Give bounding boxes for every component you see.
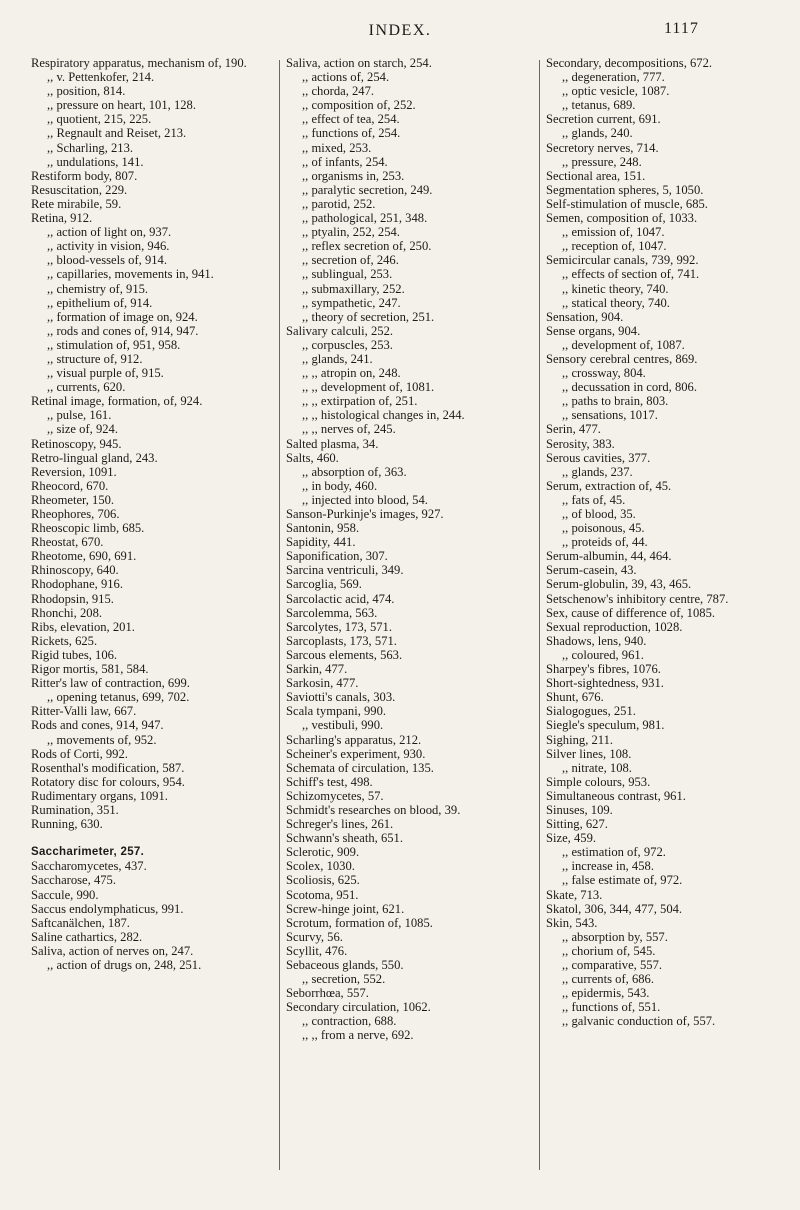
index-subentry: ,, ,, histological changes in, 244. — [302, 408, 465, 423]
index-entry: Sanson-Purkinje's images, 927. — [286, 507, 444, 521]
index-subentry: ,, composition of, 252. — [302, 98, 416, 113]
index-subentry: ,, in body, 460. — [302, 478, 378, 493]
index-entry: Rete mirabile, 59. — [31, 196, 122, 211]
index-subentry: ,, position, 814. — [47, 84, 126, 99]
index-subentry: ,, stimulation of, 951, 958. — [47, 337, 181, 352]
index-entry: Simultaneous contrast, 961. — [546, 788, 686, 803]
index-subentry: ,, of infants, 254. — [302, 154, 388, 169]
index-entry: Sarcolemma, 563. — [286, 605, 378, 620]
index-entry: Sarkosin, 477. — [286, 676, 359, 691]
index-subentry: ,, increase in, 458. — [562, 859, 654, 874]
index-entry: Saccharimeter, 257. — [31, 846, 145, 859]
index-subentry: ,, ptyalin, 252, 254. — [302, 225, 400, 240]
index-entry: Semen, composition of, 1033. — [546, 211, 698, 226]
index-entry: Schizomycetes, 57. — [286, 788, 384, 803]
index-entry: Ribs, elevation, 201. — [31, 619, 135, 634]
page-title: INDEX. — [368, 22, 432, 39]
index-entry: Reversion, 1091. — [31, 464, 117, 479]
index-entry: Simple colours, 953. — [546, 774, 651, 789]
index-entry: Sarkin, 477. — [286, 662, 348, 677]
index-entry: Schmidt's researches on blood, 39. — [286, 802, 461, 817]
index-entry: Respiratory apparatus, mechanism of, 190. — [31, 56, 247, 70]
index-subentry: ,, chemistry of, 915. — [47, 281, 149, 296]
index-entry: Seborrhœa, 557. — [286, 986, 369, 1001]
index-entry: Schemata of circulation, 135. — [286, 760, 434, 775]
index-subentry: ,, glands, 237. — [562, 464, 633, 479]
index-entry: Scotoma, 951. — [286, 887, 359, 902]
index-subentry: ,, nitrate, 108. — [562, 760, 632, 775]
index-entry: Rhodophane, 916. — [31, 577, 123, 592]
index-subentry: ,, chorda, 247. — [302, 84, 375, 99]
index-entry: Ritter-Valli law, 667. — [31, 704, 137, 719]
index-entry: Saftcanälchen, 187. — [31, 915, 130, 930]
index-subentry: ,, ,, development of, 1081. — [302, 380, 435, 395]
index-entry: Secondary, decompositions, 672. — [546, 56, 713, 70]
index-subentry: ,, injected into blood, 54. — [302, 492, 428, 507]
index-subentry: ,, action of light on, 937. — [47, 225, 172, 240]
index-subentry: ,, size of, 924. — [47, 422, 118, 437]
index-subentry: ,, paralytic secretion, 249. — [302, 182, 433, 197]
index-subentry: ,, decussation in cord, 806. — [562, 380, 698, 395]
index-entry: Skatol, 306, 344, 477, 504. — [546, 901, 683, 916]
index-entry: Sarcoglia, 569. — [286, 577, 362, 592]
index-entry: Sarcous elements, 563. — [286, 647, 403, 662]
index-subentry: ,, optic vesicle, 1087. — [562, 84, 670, 99]
index-subentry: ,, pulse, 161. — [47, 408, 112, 423]
column-divider — [539, 60, 540, 1170]
index-subentry: ,, paths to brain, 803. — [562, 394, 669, 409]
index-entry: Sexual reproduction, 1028. — [546, 619, 683, 634]
index-entry: Serin, 477. — [546, 422, 601, 437]
index-subentry: ,, epithelium of, 914. — [47, 295, 153, 310]
index-entry: Retro-lingual gland, 243. — [31, 450, 158, 465]
index-subentry: ,, galvanic conduction of, 557. — [562, 1014, 716, 1029]
index-subentry: ,, mixed, 253. — [302, 140, 372, 155]
index-subentry: ,, development of, 1087. — [562, 337, 685, 352]
index-entry: Rheotome, 690, 691. — [31, 549, 137, 564]
index-entry: Salted plasma, 34. — [286, 436, 379, 451]
index-entry: Rhonchi, 208. — [31, 605, 103, 620]
index-entry: Secretory nerves, 714. — [546, 140, 659, 155]
index-subentry: ,, sensations, 1017. — [562, 408, 658, 423]
index-subentry: ,, corpuscles, 253. — [302, 337, 393, 352]
index-entry: Salivary calculi, 252. — [286, 323, 394, 338]
index-entry: Rods and cones, 914, 947. — [31, 718, 164, 733]
index-subentry: ,, structure of, 912. — [47, 351, 143, 366]
index-entry: Saccharose, 475. — [31, 873, 116, 888]
index-subentry: ,, poisonous, 45. — [562, 521, 645, 536]
index-entry: Scala tympani, 990. — [286, 704, 387, 719]
page-number: 1117 — [664, 20, 699, 37]
index-subentry: ,, blood-vessels of, 914. — [47, 253, 167, 268]
index-entry: Sarcoplasts, 173, 571. — [286, 633, 397, 648]
index-entry: Santonin, 958. — [286, 521, 360, 536]
index-subentry: ,, degeneration, 777. — [562, 70, 665, 85]
index-column-2 — [286, 56, 526, 1043]
index-subentry: ,, currents of, 686. — [562, 972, 654, 987]
index-subentry: ,, action of drugs on, 248, 251. — [47, 958, 202, 972]
index-entry: Serum-albumin, 44, 464. — [546, 549, 672, 564]
index-entry: Rheometer, 150. — [31, 492, 115, 507]
index-subentry: ,, submaxillary, 252. — [302, 281, 405, 296]
index-entry: Sarcolactic acid, 474. — [286, 591, 395, 606]
index-entry: Restiform body, 807. — [31, 168, 138, 183]
index-entry: Semicircular canals, 739, 992. — [546, 253, 699, 268]
index-subentry: ,, capillaries, movements in, 941. — [47, 267, 214, 282]
index-subentry: ,, glands, 240. — [562, 126, 633, 141]
index-entry: Sectional area, 151. — [546, 168, 646, 183]
index-subentry: ,, of blood, 35. — [562, 507, 636, 521]
index-subentry: ,, reception of, 1047. — [562, 239, 667, 254]
index-entry: Saviotti's canals, 303. — [286, 690, 396, 705]
index-subentry: ,, crossway, 804. — [562, 366, 646, 381]
index-entry: Saccule, 990. — [31, 887, 99, 902]
index-subentry: ,, vestibuli, 990. — [302, 718, 384, 733]
index-entry: Skin, 543. — [546, 915, 598, 930]
index-subentry: ,, functions of, 551. — [562, 1000, 661, 1015]
index-subentry: ,, Scharling, 213. — [47, 140, 134, 155]
index-entry: Setschenow's inhibitory centre, 787. — [546, 591, 729, 606]
index-subentry: ,, chorium of, 545. — [562, 943, 656, 958]
index-subentry: ,, ,, extirpation of, 251. — [302, 394, 418, 409]
index-entry: Sharpey's fibres, 1076. — [546, 662, 661, 677]
index-subentry: ,, movements of, 952. — [47, 732, 157, 747]
index-subentry: ,, absorption by, 557. — [562, 929, 668, 944]
index-entry: Sarcolytes, 173, 571. — [286, 619, 392, 634]
index-entry: Scoliosis, 625. — [286, 873, 360, 888]
index-entry: Sitting, 627. — [546, 817, 608, 832]
index-entry: Rigor mortis, 581, 584. — [31, 662, 149, 677]
index-entry: Sarcina ventriculi, 349. — [286, 563, 404, 578]
index-subentry: ,, sublingual, 253. — [302, 267, 393, 282]
index-subentry: ,, visual purple of, 915. — [47, 366, 164, 381]
index-subentry: ,, actions of, 254. — [302, 70, 390, 85]
index-subentry: ,, glands, 241. — [302, 351, 373, 366]
index-subentry: ,, formation of image on, 924. — [47, 309, 198, 324]
index-subentry: ,, v. Pettenkofer, 214. — [47, 70, 155, 85]
index-entry: Scheiner's experiment, 930. — [286, 746, 426, 761]
index-entry: Sebaceous glands, 550. — [286, 958, 404, 972]
index-subentry: ,, contraction, 688. — [302, 1014, 397, 1029]
index-subentry: ,, estimation of, 972. — [562, 845, 666, 860]
index-entry: Siegle's speculum, 981. — [546, 718, 665, 733]
index-entry: Secondary circulation, 1062. — [286, 1000, 431, 1015]
index-entry: Salts, 460. — [286, 450, 339, 465]
index-entry: Rudimentary organs, 1091. — [31, 788, 168, 803]
index-entry: Serous cavities, 377. — [546, 450, 651, 465]
index-entry: Scolex, 1030. — [286, 859, 355, 874]
index-subentry: ,, statical theory, 740. — [562, 295, 670, 310]
index-entry: Rheocord, 670. — [31, 478, 109, 493]
index-entry: Rosenthal's modification, 587. — [31, 760, 185, 775]
index-entry: Segmentation spheres, 5, 1050. — [546, 182, 704, 197]
index-subentry: ,, ,, atropin on, 248. — [302, 366, 401, 381]
index-entry: Schreger's lines, 261. — [286, 817, 394, 832]
index-column-3 — [546, 56, 786, 1028]
index-entry: Sclerotic, 909. — [286, 845, 360, 860]
column-divider — [279, 60, 280, 1170]
index-entry: Resuscitation, 229. — [31, 182, 128, 197]
index-subentry: ,, false estimate of, 972. — [562, 873, 683, 888]
index-subentry: ,, kinetic theory, 740. — [562, 281, 669, 296]
index-entry: Self-stimulation of muscle, 685. — [546, 196, 708, 211]
index-entry: Shunt, 676. — [546, 690, 604, 705]
index-entry: Secretion current, 691. — [546, 112, 661, 127]
index-subentry: ,, emission of, 1047. — [562, 225, 665, 240]
index-subentry: ,, ,, from a nerve, 692. — [302, 1028, 414, 1043]
index-subentry: ,, undulations, 141. — [47, 154, 144, 169]
index-subentry: ,, parotid, 252. — [302, 196, 376, 211]
index-entry: Serum-globulin, 39, 43, 465. — [546, 577, 692, 592]
index-entry: Saliva, action on starch, 254. — [286, 56, 432, 70]
index-entry: Sialogogues, 251. — [546, 704, 636, 719]
index-entry: Retinal image, formation, of, 924. — [31, 394, 203, 409]
index-entry: Screw-hinge joint, 621. — [286, 901, 405, 916]
index-subentry: ,, pressure on heart, 101, 128. — [47, 98, 196, 113]
index-entry: Scrotum, formation of, 1085. — [286, 915, 433, 930]
index-entry: Sapidity, 441. — [286, 535, 356, 550]
index-entry: Sinuses, 109. — [546, 802, 613, 817]
index-subentry: ,, theory of secretion, 251. — [302, 309, 435, 324]
index-entry: Rods of Corti, 992. — [31, 746, 128, 761]
index-subentry: ,, Regnault and Reiset, 213. — [47, 126, 187, 141]
index-entry: Rheophores, 706. — [31, 507, 120, 521]
index-entry: Sex, cause of difference of, 1085. — [546, 605, 716, 620]
index-entry: Saccus endolymphaticus, 991. — [31, 901, 184, 916]
index-entry: Schiff's test, 498. — [286, 774, 373, 789]
index-subentry: ,, sympathetic, 247. — [302, 295, 401, 310]
index-entry: Schwann's sheath, 651. — [286, 831, 403, 846]
index-entry: Rheoscopic limb, 685. — [31, 521, 145, 536]
index-entry: Rhinoscopy, 640. — [31, 563, 119, 578]
index-subentry: ,, ,, nerves of, 245. — [302, 422, 396, 437]
index-entry: Scyllit, 476. — [286, 943, 348, 958]
index-entry: Saponification, 307. — [286, 549, 388, 564]
index-entry: Short-sightedness, 931. — [546, 676, 664, 691]
index-subentry: ,, coloured, 961. — [562, 647, 644, 662]
index-subentry: ,, pathological, 251, 348. — [302, 211, 428, 226]
index-entry: Saline cathartics, 282. — [31, 929, 143, 944]
index-entry: Rumination, 351. — [31, 802, 119, 817]
index-entry: Sense organs, 904. — [546, 323, 641, 338]
index-entry: Size, 459. — [546, 831, 597, 846]
entry-spacer — [31, 831, 271, 845]
index-entry: Rickets, 625. — [31, 633, 98, 648]
index-subentry: ,, activity in vision, 946. — [47, 239, 170, 254]
index-entry: Sighing, 211. — [546, 732, 614, 747]
index-entry: Rigid tubes, 106. — [31, 647, 118, 662]
index-subentry: ,, effect of tea, 254. — [302, 112, 400, 127]
index-entry: Sensation, 904. — [546, 309, 624, 324]
index-subentry: ,, functions of, 254. — [302, 126, 401, 141]
index-entry: Serosity, 383. — [546, 436, 615, 451]
index-subentry: ,, rods and cones of, 914, 947. — [47, 323, 199, 338]
index-entry: Serum-casein, 43. — [546, 563, 637, 578]
index-subentry: ,, comparative, 557. — [562, 958, 663, 972]
index-entry: Ritter's law of contraction, 699. — [31, 676, 190, 691]
index-subentry: ,, reflex secretion of, 250. — [302, 239, 432, 254]
index-subentry: ,, organisms in, 253. — [302, 168, 405, 183]
index-subentry: ,, quotient, 215, 225. — [47, 112, 152, 127]
index-entry: Skate, 713. — [546, 887, 603, 902]
index-entry: Serum, extraction of, 45. — [546, 478, 672, 493]
index-subentry: ,, pressure, 248. — [562, 154, 642, 169]
index-subentry: ,, fats of, 45. — [562, 492, 626, 507]
index-entry: Retinoscopy, 945. — [31, 436, 122, 451]
index-entry: Scharling's apparatus, 212. — [286, 732, 422, 747]
index-entry: Rotatory disc for colours, 954. — [31, 774, 185, 789]
index-subentry: ,, proteids of, 44. — [562, 535, 648, 550]
index-subentry: ,, effects of section of, 741. — [562, 267, 700, 282]
index-entry: Rhodopsin, 915. — [31, 591, 114, 606]
index-entry: Silver lines, 108. — [546, 746, 632, 761]
index-subentry: ,, absorption of, 363. — [302, 464, 407, 479]
index-entry: Scurvy, 56. — [286, 929, 343, 944]
index-subentry: ,, tetanus, 689. — [562, 98, 636, 113]
index-subentry: ,, opening tetanus, 699, 702. — [47, 690, 190, 705]
index-subentry: ,, secretion, 552. — [302, 972, 386, 987]
index-subentry: ,, secretion of, 246. — [302, 253, 399, 268]
index-entry: Running, 630. — [31, 817, 103, 832]
index-entry: Saliva, action of nerves on, 247. — [31, 943, 194, 958]
index-subentry: ,, currents, 620. — [47, 380, 126, 395]
index-entry: Rheostat, 670. — [31, 535, 104, 550]
index-column-1 — [31, 56, 271, 972]
index-subentry: ,, epidermis, 543. — [562, 986, 650, 1001]
index-entry: Shadows, lens, 940. — [546, 633, 647, 648]
index-entry: Retina, 912. — [31, 211, 93, 226]
index-entry: Saccharomycetes, 437. — [31, 859, 147, 874]
index-entry: Sensory cerebral centres, 869. — [546, 351, 698, 366]
